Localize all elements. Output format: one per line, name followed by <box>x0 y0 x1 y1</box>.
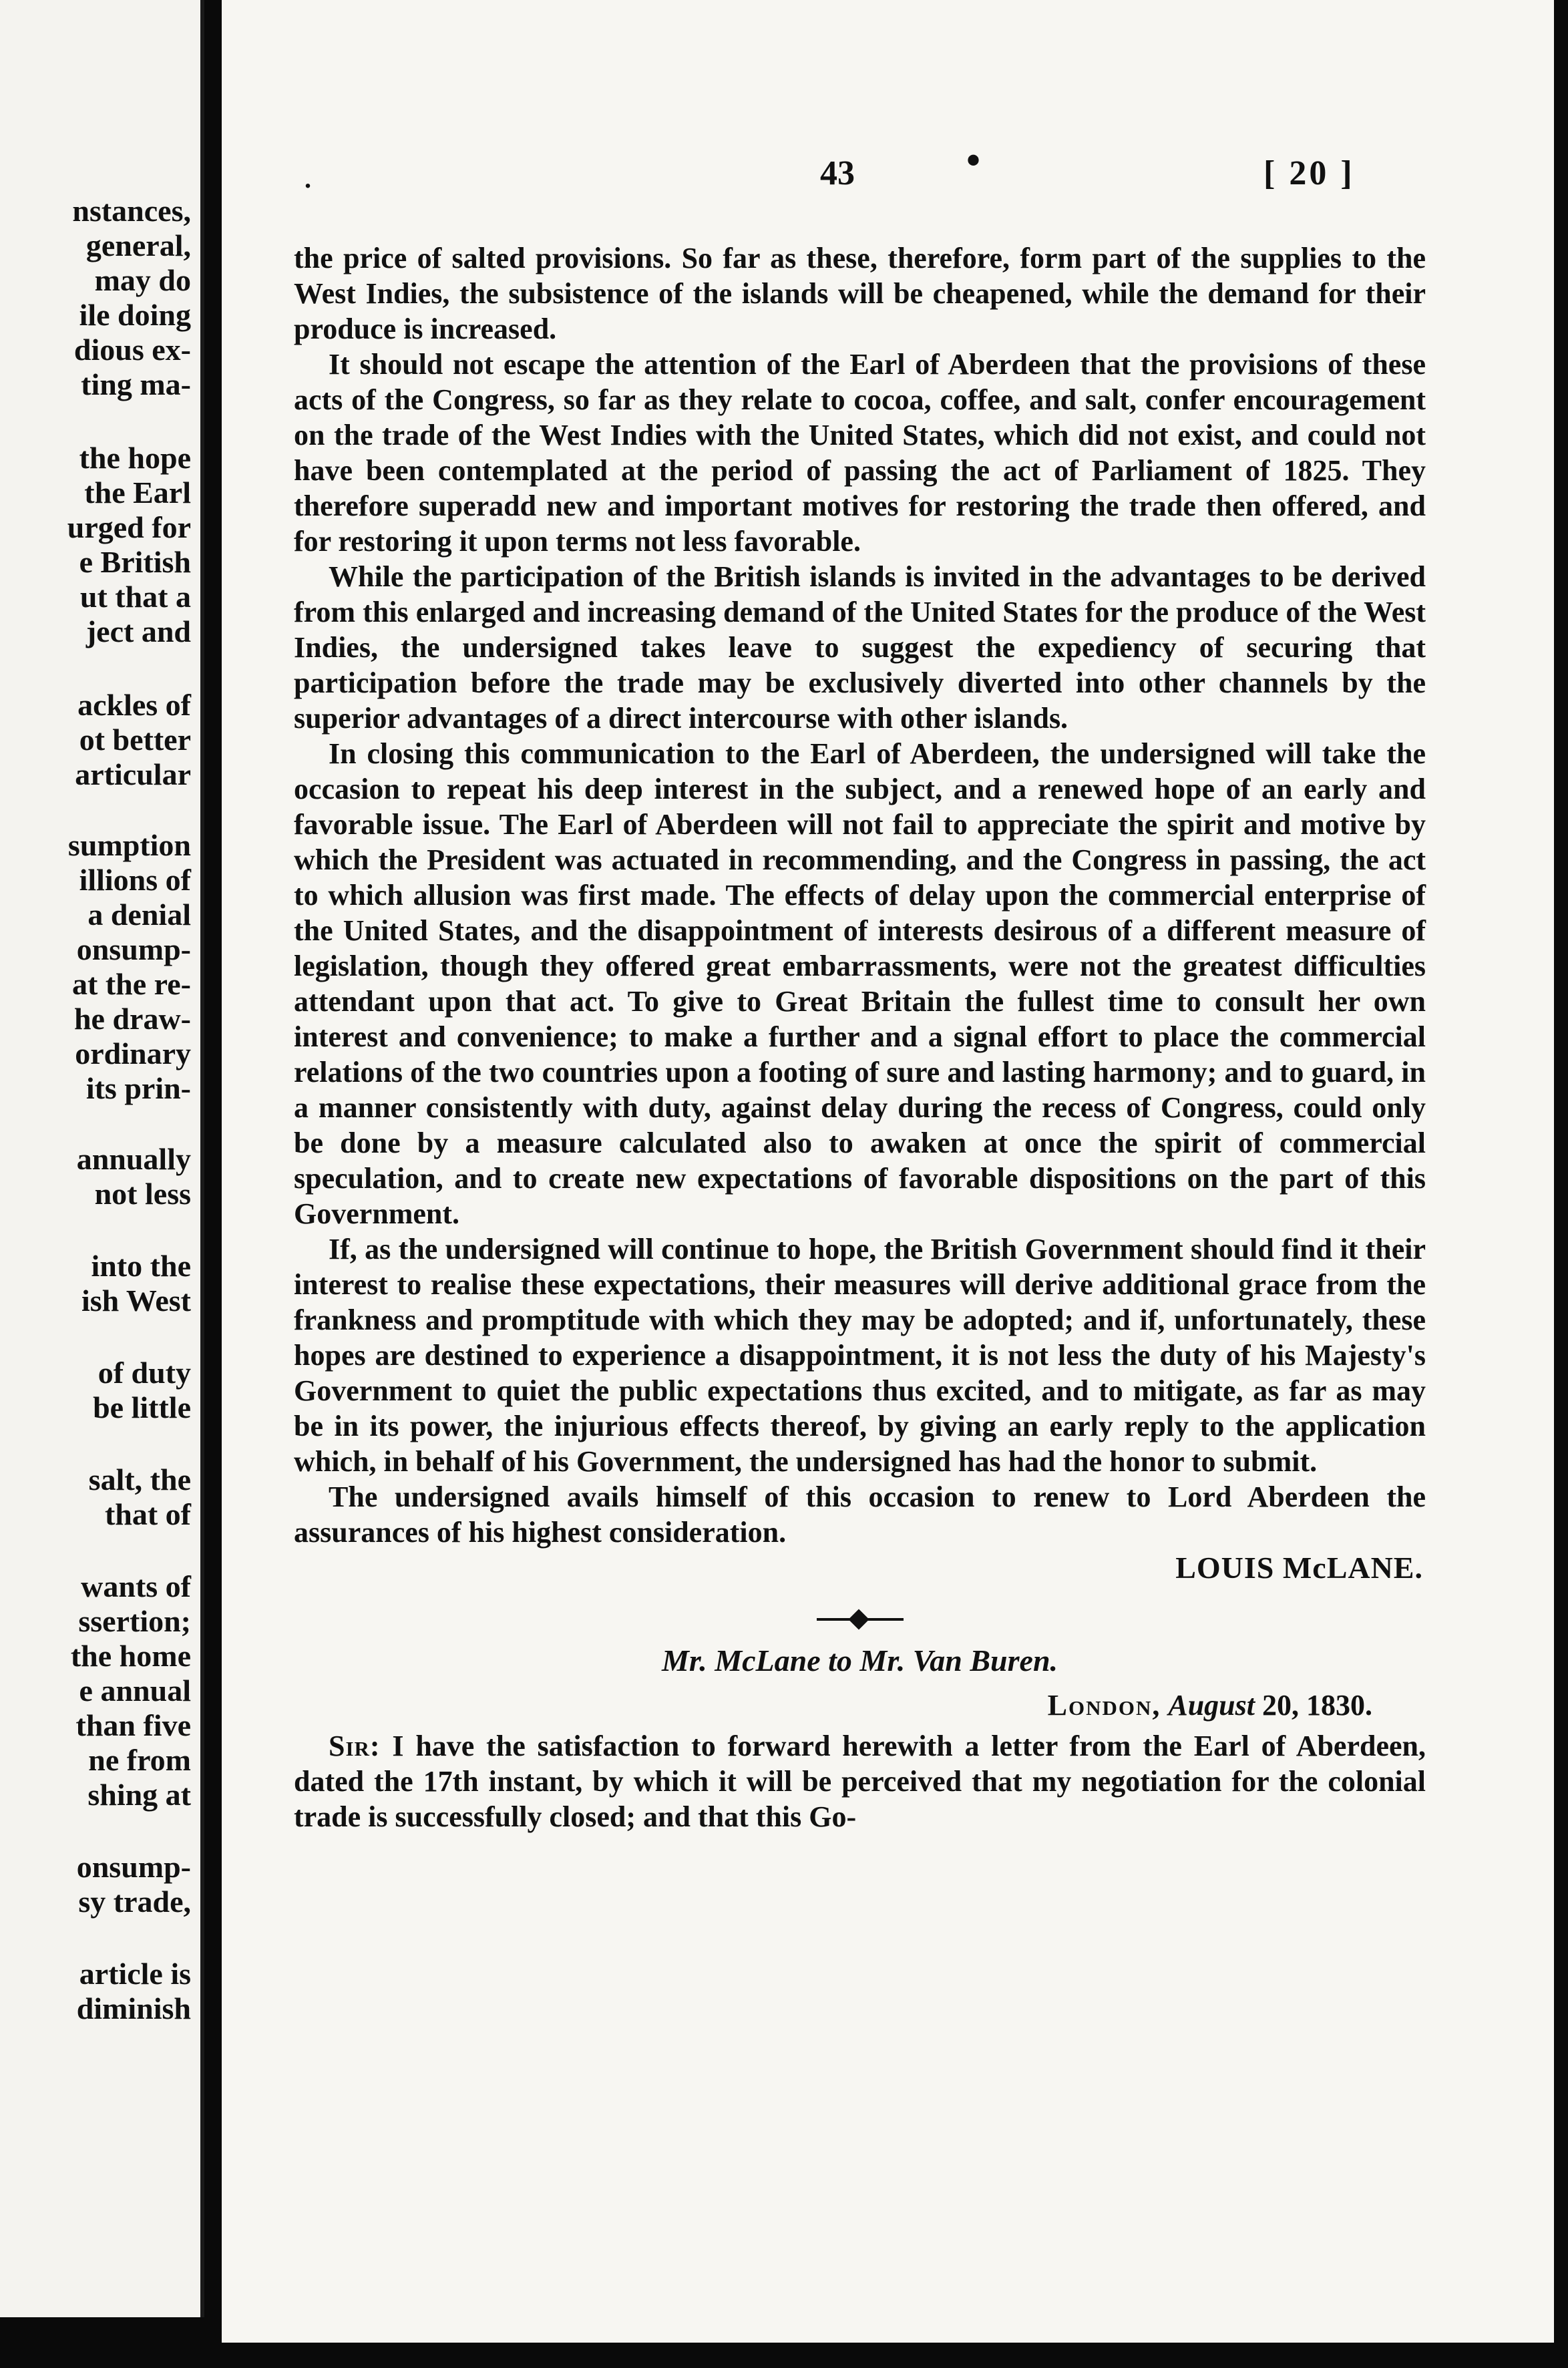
paragraph: The undersigned avails himself of this occasion to renew to Lord Aberdeen the assurances of his highest consideration. <box>294 1481 1426 1549</box>
left-page-line: ut that a <box>79 580 191 614</box>
dateline <box>294 1688 1426 1723</box>
left-page-line: salt, the <box>88 1462 191 1497</box>
left-page-line: ting ma- <box>81 367 191 401</box>
left-page-line: diminish <box>76 1991 191 2025</box>
left-page-line: onsump- <box>76 932 191 966</box>
left-page-fragment <box>0 0 204 2317</box>
left-page-line: he draw- <box>73 1002 191 1036</box>
left-page-line: ject and <box>85 614 191 648</box>
left-page-line: ordinary <box>75 1036 191 1070</box>
paragraph: While the participation of the British islands is invited in the advantages to be derived from this enlarged and increasing demand of the United States for the produce of the West Indies, the undersigned takes leave to suggest the expediency of securing that participation before the trade may be exclusively diverted into other channels by the superior advantages of a direct intercourse with other islands. <box>294 560 1426 735</box>
left-page-line: the hope <box>79 441 191 475</box>
letter-heading: Mr. McLane to Mr. Van Buren. <box>661 1643 1058 1678</box>
paragraph: the price of salted provisions. So far as these, therefore, form part of the supplies to the West Indies, the subsistence of the islands will be cheapened, while the demand for their produce is increased. <box>294 242 1426 345</box>
right-page <box>222 0 1554 2343</box>
salutation: Sir: <box>329 1730 381 1762</box>
left-page-line: illions of <box>79 863 191 897</box>
paragraph: In closing this communication to the Earl of Aberdeen, the undersigned will take the occasion to repeat his deep interest in the subject, and a renewed hope of an early and favorable issue. The Earl of Aberdeen will not fail to appreciate the spirit and motive by which the President was actuated in recommending, and the Congress in passing, the act to which allusion was first made. The effects of delay upon the commercial enterprise of the United States, and the disappointment of interests desirous of a different measure of legislation, though they offered great embarrassments, were not the greatest difficulties attendant upon that act. To give to Great Britain the fullest time to consult her own interest and convenience; to make a further and a signal effort to place the commercial relations of the two countries upon a footing of sure and lasting harmony; and to guard, in a manner consistently with duty, against delay during the recess of Congress, could only be done by a measure calculated also to awaken at once the spirit of commercial speculation, and to create new expectations of favorable dispositions on the part of this Government. <box>294 737 1426 1230</box>
left-page-line: ssertion; <box>78 1604 191 1638</box>
letter-opening <box>294 1728 1426 1834</box>
left-page-line: the home <box>70 1639 191 1673</box>
left-page-line: than five <box>75 1708 191 1742</box>
left-page-line: ile doing <box>79 298 191 332</box>
left-page-line: be little <box>93 1390 191 1424</box>
running-head-mark: • <box>966 138 981 182</box>
left-page-line: of duty <box>97 1356 191 1390</box>
left-page-line: urged for <box>67 510 191 544</box>
dateline-day-year: 20, 1830. <box>1262 1689 1372 1722</box>
left-page-line: general, <box>85 228 191 262</box>
left-page-line: its prin- <box>85 1071 191 1105</box>
left-page-line: ne from <box>88 1743 191 1777</box>
left-page-line: sy trade, <box>78 1885 191 1919</box>
left-page-line: nstances, <box>72 194 191 228</box>
left-page-line: that of <box>104 1497 191 1531</box>
dateline-place: London, <box>1047 1689 1161 1722</box>
left-page-line: annually <box>76 1142 191 1176</box>
left-page-line: ish West <box>81 1284 191 1318</box>
body-text <box>294 240 1426 1834</box>
document-number: [ 20 ] <box>1263 154 1355 192</box>
left-page-line: dious ex- <box>73 333 191 367</box>
paragraph: It should not escape the attention of the Earl of Aberdeen that the provisions of these acts of the Congress, so far as they relate to cocoa, coffee, and salt, confer encouragement on the trade of the West Indies with the United States, which did not exist, and could not have been contemplated at the period of passing the act of Parliament of 1825. They therefore superadd new and important motives for restoring the trade then offered, and for restoring it upon terms not less favorable. <box>294 348 1426 558</box>
left-page-line: not less <box>94 1177 191 1211</box>
left-page-line: a denial <box>87 898 191 932</box>
page-number: 43 <box>820 154 855 192</box>
paragraph: If, as the undersigned will continue to hope, the British Government should find it their interest to realise these expectations, their measures will derive additional grace from the frankness and promptitude with which they may be adopted; and if, unfortunately, these hopes are destined to experience a disappointment, it is not less the duty of his Majesty's Government to quiet the public expectations thus excited, and to mitigate, as far as may be in its power, the injurious effects thereof, by giving an early reply to the application which, in behalf of his Government, the undersigned has had the honor to submit. <box>294 1233 1426 1478</box>
left-page-line: the Earl <box>84 475 191 510</box>
left-page-line: wants of <box>81 1569 191 1603</box>
left-page-line: e British <box>79 545 191 579</box>
left-page-line: ot better <box>79 723 191 757</box>
section-divider <box>817 1612 904 1627</box>
opening-text: I have the satisfaction to forward herewith a letter from the Earl of Aberdeen, dated the 17th instant, by which it will be perceived that my negotiation for the colonial trade is successfully closed; and that this Go- <box>294 1730 1426 1833</box>
signature: LOUIS McLANE. <box>1175 1551 1423 1585</box>
left-page-line: article is <box>79 1957 191 1991</box>
left-page-line: onsump- <box>76 1850 191 1884</box>
left-page-line: articular <box>75 757 191 791</box>
running-head-dot: . <box>305 164 311 194</box>
left-page-line: shing at <box>87 1778 191 1812</box>
left-page-line: at the re- <box>72 967 191 1001</box>
left-page-line: ackles of <box>77 688 191 722</box>
left-page-line: into the <box>91 1249 191 1283</box>
left-page-line: may do <box>94 263 191 297</box>
left-page-line: sumption <box>67 828 191 862</box>
left-page-line: e annual <box>79 1673 191 1708</box>
dateline-month: August <box>1168 1689 1255 1722</box>
